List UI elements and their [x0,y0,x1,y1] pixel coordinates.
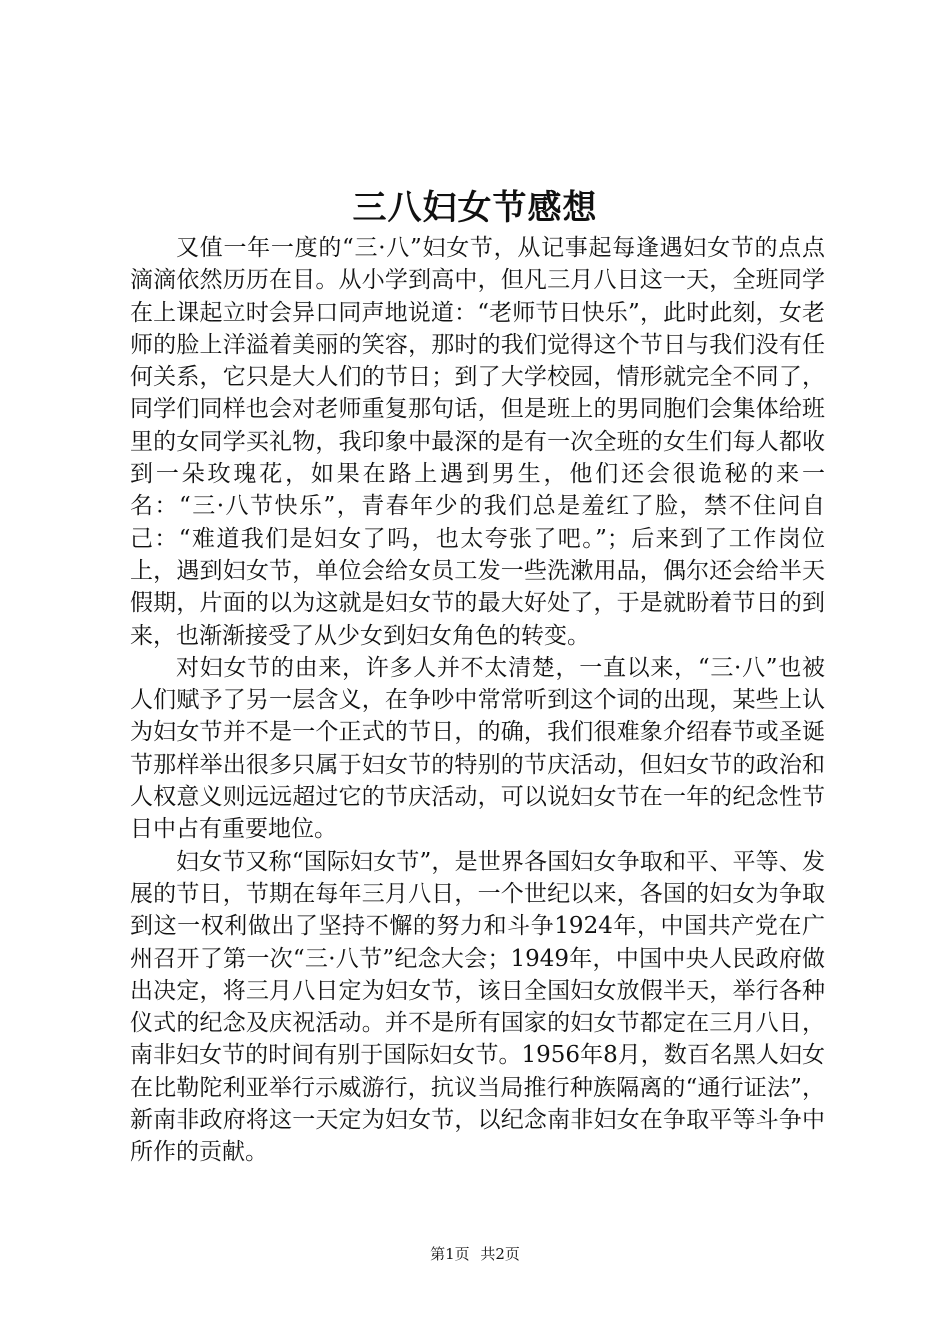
document-body [130,232,825,1169]
page-footer [0,1243,950,1265]
page-number-current: 第1页 [430,1245,470,1263]
paragraph-1: 又值一年一度的“三·八”妇女节，从记事起每逢遇妇女节的点点滴滴依然历历在目。从小学到高中，但凡三月八日这一天，全班同学在上课起立时会异口同声地说道：“老师节日快乐”，此时此刻，女老师的脸上洋溢着美丽的笑容，那时的我们觉得这个节日与我们没有任何关系，它只是大人们的节日；到了大学校园，情形就完全不同了，同学们同样也会对老师重复那句话，但是班上的男同胞们会集体给班里的女同学买礼物，我印象中最深的是有一次全班的女生们每人都收到一朵玫瑰花，如果在路上遇到男生，他们还会很诡秘的来一名：“三·八节快乐”，青春年少的我们总是羞红了脸，禁不住问自己：“难道我们是妇女了吗，也太夸张了吧。”；后来到了工作岗位上，遇到妇女节，单位会给女员工发一些洗漱用品，偶尔还会给半天假期，片面的以为这就是妇女节的最大好处了，于是就盼着节日的到来，也渐渐接受了从少女到妇女角色的转变。 [130,235,825,649]
paragraph-3: 妇女节又称“国际妇女节”，是世界各国妇女争取和平、平等、发展的节日，节期在每年三月八日，一个世纪以来，各国的妇女为争取到这一权利做出了坚持不懈的努力和斗争1924年，中国共产党在广州召开了第一次“三·八节”纪念大会；1949年，中国中央人民政府做出决定，将三月八日定为妇女节，该日全国妇女放假半天，举行各种仪式的纪念及庆祝活动。并不是所有国家的妇女节都定在三月八日，南非妇女节的时间有别于国际妇女节。1956年8月，数百名黑人妇女在比勒陀利亚举行示威游行，抗议当局推行种族隔离的“通行证法”，新南非政府将这一天定为妇女节，以纪念南非妇女在争取平等斗争中所作的贡献。 [130,848,825,1166]
page-number-total: 共2页 [480,1245,520,1263]
document-title: 三八妇女节感想 [352,188,598,228]
paragraph-2: 对妇女节的由来，许多人并不太清楚，一直以来，“三·八”也被人们赋予了另一层含义，在争吵中常常听到这个词的出现，某些上认为妇女节并不是一个正式的节日，的确，我们很难象介绍春节或圣诞节那样举出很多只属于妇女节的特别的节庆活动，但妇女节的政治和人权意义则远远超过它的节庆活动，可以说妇女节在一年的纪念性节日中占有重要地位。 [130,654,825,843]
